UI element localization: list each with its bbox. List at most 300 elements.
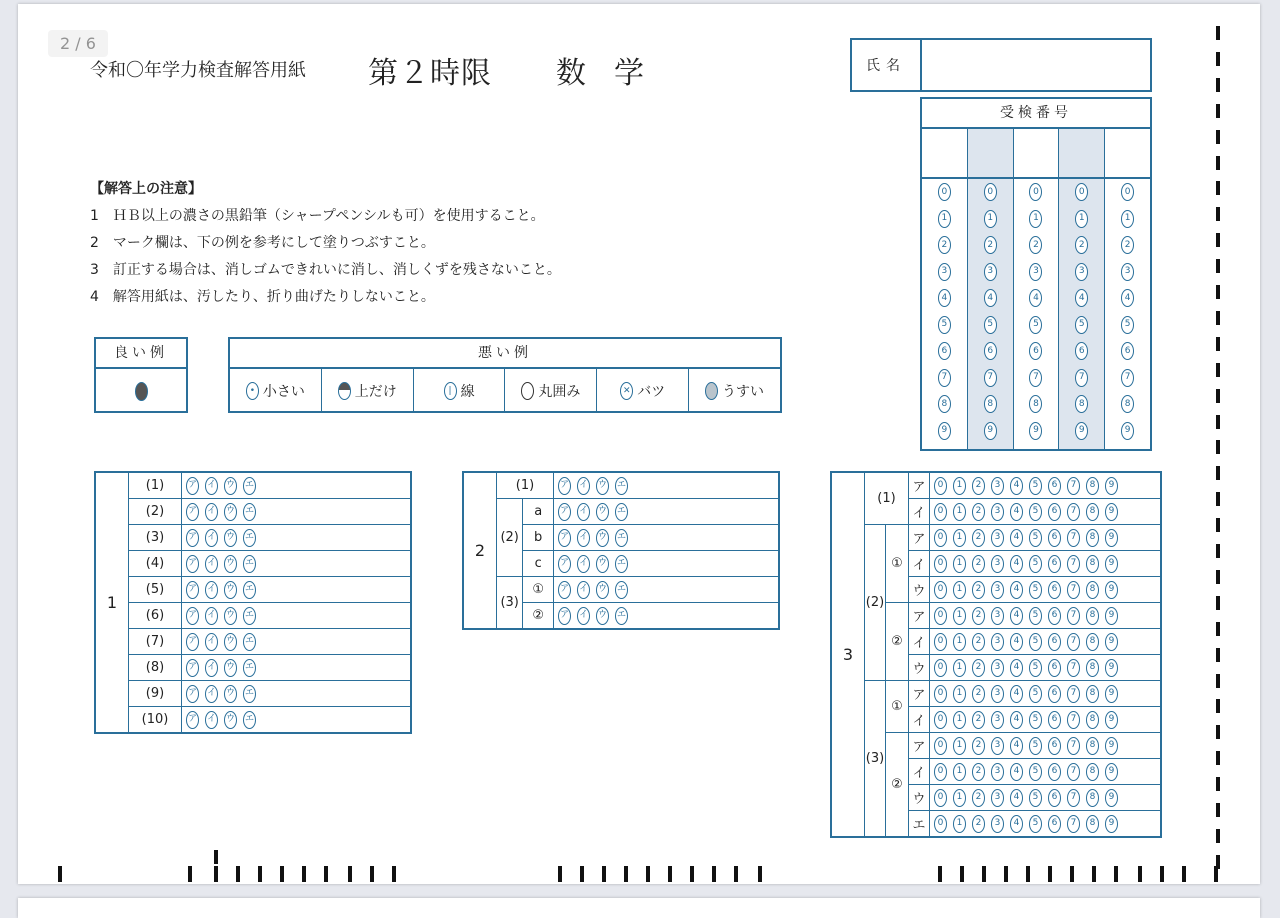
- digit-bubble-4[interactable]: 4: [1010, 633, 1023, 651]
- digit-bubble-6[interactable]: 6: [1048, 737, 1061, 755]
- choice-bubble-2[interactable]: イ: [205, 659, 218, 677]
- choice-bubble-3[interactable]: ウ: [596, 555, 609, 573]
- digit-bubble-1[interactable]: 1: [953, 633, 966, 651]
- choice-bubble-4[interactable]: エ: [243, 555, 256, 573]
- choice-bubble-2[interactable]: イ: [205, 607, 218, 625]
- bad-example-top: 上だけ: [322, 369, 414, 413]
- choice-bubble-2[interactable]: イ: [577, 555, 590, 573]
- timing-mark: [348, 866, 352, 882]
- digit-bubble-9[interactable]: 9: [1105, 607, 1118, 625]
- choice-bubble-2[interactable]: イ: [577, 581, 590, 599]
- choice-bubble-2[interactable]: イ: [205, 633, 218, 651]
- digit-bubble-2[interactable]: 2: [972, 789, 985, 807]
- digit-bubble-7[interactable]: 7: [1067, 477, 1080, 495]
- digit-row-label: ア: [909, 472, 930, 499]
- bad-example-label: 悪い例: [230, 339, 780, 369]
- choice-bubble-4[interactable]: エ: [243, 503, 256, 521]
- digit-bubble-3[interactable]: 3: [984, 263, 997, 281]
- digit-bubble-9[interactable]: 9: [1105, 555, 1118, 573]
- choice-bubble-1[interactable]: ア: [186, 503, 199, 521]
- digit-bubble-7[interactable]: 7: [1067, 633, 1080, 651]
- digit-bubble-6[interactable]: 6: [984, 342, 997, 360]
- choice-bubble-1[interactable]: ア: [558, 529, 571, 547]
- choice-bubble-3[interactable]: ウ: [224, 607, 237, 625]
- digit-bubble-7[interactable]: 7: [984, 369, 997, 387]
- digit-bubble-2[interactable]: 2: [972, 581, 985, 599]
- digit-bubble-7[interactable]: 7: [1067, 503, 1080, 521]
- digit-bubble-0[interactable]: 0: [934, 659, 947, 677]
- choice-bubble-2[interactable]: イ: [577, 529, 590, 547]
- answer-bubbles: [930, 655, 1162, 681]
- digit-bubble-4[interactable]: 4: [1010, 659, 1023, 677]
- choice-bubble-4[interactable]: エ: [243, 581, 256, 599]
- digit-bubble-2[interactable]: 2: [1029, 236, 1042, 254]
- digit-bubble-7[interactable]: 7: [1067, 529, 1080, 547]
- digit-bubble-9[interactable]: 9: [1105, 659, 1118, 677]
- choice-bubble-1[interactable]: ア: [558, 581, 571, 599]
- digit-bubble-1[interactable]: 1: [953, 685, 966, 703]
- digit-bubble-2[interactable]: 2: [972, 529, 985, 547]
- digit-bubble-9[interactable]: 9: [1105, 789, 1118, 807]
- digit-bubble-3[interactable]: 3: [991, 789, 1004, 807]
- digit-bubble-6[interactable]: 6: [1048, 815, 1061, 833]
- digit-bubble-8[interactable]: 8: [1086, 633, 1099, 651]
- answer-bubbles: [930, 577, 1162, 603]
- digit-bubble-6[interactable]: 6: [1048, 763, 1061, 781]
- exam-number-column: [922, 129, 968, 449]
- digit-bubble-5[interactable]: 5: [1029, 789, 1042, 807]
- digit-bubble-8[interactable]: 8: [1086, 503, 1099, 521]
- digit-bubble-6[interactable]: 6: [1048, 711, 1061, 729]
- digit-bubble-2[interactable]: 2: [984, 236, 997, 254]
- digit-bubble-1[interactable]: 1: [953, 815, 966, 833]
- choice-bubble-1[interactable]: ア: [186, 633, 199, 651]
- digit-bubble-6[interactable]: 6: [1048, 633, 1061, 651]
- digit-bubble-7[interactable]: 7: [1067, 581, 1080, 599]
- digit-bubble-4[interactable]: 4: [1010, 763, 1023, 781]
- choice-bubble-3[interactable]: ウ: [596, 503, 609, 521]
- digit-bubble-0[interactable]: 0: [934, 633, 947, 651]
- digit-bubble-1[interactable]: 1: [953, 659, 966, 677]
- digit-bubble-9[interactable]: 9: [1105, 529, 1118, 547]
- digit-bubble-9[interactable]: 9: [1105, 685, 1118, 703]
- timing-mark: [1216, 674, 1220, 688]
- digit-bubble-9[interactable]: 9: [1105, 737, 1118, 755]
- digit-bubble-4[interactable]: 4: [1010, 737, 1023, 755]
- choice-bubble-4[interactable]: エ: [243, 711, 256, 729]
- choice-bubble-2[interactable]: イ: [205, 555, 218, 573]
- digit-bubble-6[interactable]: 6: [1048, 477, 1061, 495]
- digit-bubble-2[interactable]: 2: [972, 685, 985, 703]
- digit-bubble-9[interactable]: 9: [984, 422, 997, 440]
- digit-bubble-2[interactable]: 2: [972, 633, 985, 651]
- timing-mark: [1092, 866, 1096, 882]
- digit-bubble-2[interactable]: 2: [972, 737, 985, 755]
- digit-bubble-9[interactable]: 9: [938, 422, 951, 440]
- digit-bubble-3[interactable]: 3: [991, 763, 1004, 781]
- digit-bubble-9[interactable]: 9: [1105, 711, 1118, 729]
- choice-bubble-4[interactable]: エ: [615, 477, 628, 495]
- digit-bubble-2[interactable]: 2: [972, 607, 985, 625]
- digit-bubble-3[interactable]: 3: [991, 659, 1004, 677]
- digit-bubble-8[interactable]: 8: [1121, 395, 1134, 413]
- choice-bubble-1[interactable]: ア: [186, 607, 199, 625]
- choice-bubble-2[interactable]: イ: [205, 581, 218, 599]
- digit-bubble-4[interactable]: 4: [1010, 555, 1023, 573]
- exam-number-write-cell[interactable]: [922, 129, 967, 179]
- digit-bubble-6[interactable]: 6: [1048, 789, 1061, 807]
- digit-bubble-7[interactable]: 7: [938, 369, 951, 387]
- exam-number-write-cell[interactable]: [1059, 129, 1104, 179]
- digit-bubble-8[interactable]: 8: [1086, 477, 1099, 495]
- digit-bubble-3[interactable]: 3: [1121, 263, 1134, 281]
- digit-bubble-9[interactable]: 9: [1075, 422, 1088, 440]
- digit-bubble-0[interactable]: 0: [934, 815, 947, 833]
- choice-bubble-1[interactable]: ア: [186, 529, 199, 547]
- digit-bubble-5[interactable]: 5: [984, 316, 997, 334]
- choice-bubble-3[interactable]: ウ: [224, 555, 237, 573]
- digit-bubble-8[interactable]: 8: [1086, 737, 1099, 755]
- answer-bubbles: [930, 499, 1162, 525]
- choice-bubble-4[interactable]: エ: [243, 633, 256, 651]
- digit-bubble-3[interactable]: 3: [991, 711, 1004, 729]
- choice-bubble-3[interactable]: ウ: [224, 529, 237, 547]
- digit-bubble-7[interactable]: 7: [1121, 369, 1134, 387]
- choice-bubble-3[interactable]: ウ: [224, 659, 237, 677]
- digit-bubble-0[interactable]: 0: [934, 711, 947, 729]
- page-counter: 2 / 6: [48, 30, 108, 57]
- digit-bubble-7[interactable]: 7: [1075, 369, 1088, 387]
- digit-bubble-5[interactable]: 5: [1029, 711, 1042, 729]
- question-label: (3): [129, 525, 182, 551]
- choice-bubble-1[interactable]: ア: [186, 477, 199, 495]
- digit-bubble-5[interactable]: 5: [1029, 607, 1042, 625]
- digit-bubble-2[interactable]: 2: [972, 763, 985, 781]
- timing-mark: [1216, 544, 1220, 558]
- name-input-area[interactable]: [922, 40, 1150, 90]
- period-title: 第２時限: [368, 56, 492, 91]
- digit-bubble-3[interactable]: 3: [991, 607, 1004, 625]
- digit-bubble-6[interactable]: 6: [1048, 555, 1061, 573]
- digit-bubble-2[interactable]: 2: [972, 815, 985, 833]
- digit-bubble-6[interactable]: 6: [1048, 659, 1061, 677]
- choice-bubble-3[interactable]: ウ: [224, 581, 237, 599]
- digit-bubble-5[interactable]: 5: [1121, 316, 1134, 334]
- digit-bubble-2[interactable]: 2: [972, 503, 985, 521]
- digit-bubble-8[interactable]: 8: [1086, 607, 1099, 625]
- bad-example-line: | 線: [414, 369, 506, 413]
- choice-bubble-4[interactable]: エ: [615, 555, 628, 573]
- timing-mark: [1216, 259, 1220, 273]
- choice-bubble-4[interactable]: エ: [615, 581, 628, 599]
- digit-bubble-0[interactable]: 0: [1121, 183, 1134, 201]
- choice-bubble-1[interactable]: ア: [558, 503, 571, 521]
- digit-bubble-3[interactable]: 3: [991, 737, 1004, 755]
- digit-bubble-6[interactable]: 6: [1048, 503, 1061, 521]
- choice-bubble-2[interactable]: イ: [205, 503, 218, 521]
- digit-bubble-0[interactable]: 0: [934, 685, 947, 703]
- digit-bubble-2[interactable]: 2: [1121, 236, 1134, 254]
- digit-bubble-0[interactable]: 0: [984, 183, 997, 201]
- choice-bubble-3[interactable]: ウ: [224, 503, 237, 521]
- digit-bubble-4[interactable]: 4: [984, 289, 997, 307]
- digit-bubble-0[interactable]: 0: [1075, 183, 1088, 201]
- answer-bubbles: [930, 733, 1162, 759]
- question-label: (10): [129, 707, 182, 734]
- digit-bubble-4[interactable]: 4: [938, 289, 951, 307]
- choice-bubble-4[interactable]: エ: [615, 503, 628, 521]
- answer-bubbles: [930, 759, 1162, 785]
- digit-bubble-3[interactable]: 3: [991, 685, 1004, 703]
- exam-number-write-cell[interactable]: [1105, 129, 1150, 179]
- choice-bubble-4[interactable]: エ: [243, 685, 256, 703]
- digit-bubble-1[interactable]: 1: [1029, 210, 1042, 228]
- digit-bubble-9[interactable]: 9: [1105, 581, 1118, 599]
- digit-bubble-2[interactable]: 2: [972, 659, 985, 677]
- digit-bubble-5[interactable]: 5: [938, 316, 951, 334]
- digit-bubble-0[interactable]: 0: [934, 529, 947, 547]
- timing-mark: [602, 866, 606, 882]
- digit-bubble-8[interactable]: 8: [938, 395, 951, 413]
- choice-bubble-4[interactable]: エ: [243, 477, 256, 495]
- choice-bubble-3[interactable]: ウ: [224, 711, 237, 729]
- digit-bubble-7[interactable]: 7: [1067, 659, 1080, 677]
- choice-bubble-3[interactable]: ウ: [224, 477, 237, 495]
- digit-bubble-0[interactable]: 0: [934, 555, 947, 573]
- choice-bubble-3[interactable]: ウ: [596, 581, 609, 599]
- digit-bubble-2[interactable]: 2: [972, 555, 985, 573]
- timing-mark: [1216, 337, 1220, 351]
- choice-bubble-3[interactable]: ウ: [596, 477, 609, 495]
- digit-bubble-6[interactable]: 6: [1048, 529, 1061, 547]
- digit-bubble-5[interactable]: 5: [1029, 555, 1042, 573]
- digit-bubble-9[interactable]: 9: [1105, 633, 1118, 651]
- digit-bubble-6[interactable]: 6: [1048, 607, 1061, 625]
- digit-bubble-1[interactable]: 1: [953, 711, 966, 729]
- choice-bubble-4[interactable]: エ: [243, 529, 256, 547]
- digit-bubble-9[interactable]: 9: [1121, 422, 1134, 440]
- digit-bubble-1[interactable]: 1: [1075, 210, 1088, 228]
- digit-bubble-0[interactable]: 0: [934, 737, 947, 755]
- timing-mark: [1216, 492, 1220, 506]
- digit-bubble-7[interactable]: 7: [1067, 711, 1080, 729]
- digit-bubble-9[interactable]: 9: [1105, 815, 1118, 833]
- digit-bubble-1[interactable]: 1: [953, 555, 966, 573]
- digit-bubble-8[interactable]: 8: [1086, 815, 1099, 833]
- digit-bubble-4[interactable]: 4: [1075, 289, 1088, 307]
- question-label: (2): [865, 525, 886, 681]
- digit-bubble-0[interactable]: 0: [934, 789, 947, 807]
- digit-bubble-8[interactable]: 8: [1086, 789, 1099, 807]
- choice-bubble-1[interactable]: ア: [186, 685, 199, 703]
- exam-number-write-cell[interactable]: [968, 129, 1013, 179]
- choice-bubble-1[interactable]: ア: [558, 555, 571, 573]
- digit-bubble-4[interactable]: 4: [1121, 289, 1134, 307]
- digit-bubble-3[interactable]: 3: [1075, 263, 1088, 281]
- digit-bubble-2[interactable]: 2: [938, 236, 951, 254]
- digit-bubble-6[interactable]: 6: [1075, 342, 1088, 360]
- choice-bubble-4[interactable]: エ: [243, 659, 256, 677]
- answer-bubbles: [554, 577, 780, 603]
- digit-bubble-6[interactable]: 6: [1029, 342, 1042, 360]
- digit-bubble-9[interactable]: 9: [1105, 477, 1118, 495]
- choice-bubble-4[interactable]: エ: [615, 607, 628, 625]
- choice-bubble-1[interactable]: ア: [186, 555, 199, 573]
- digit-bubble-9[interactable]: 9: [1105, 763, 1118, 781]
- choice-bubble-1[interactable]: ア: [186, 659, 199, 677]
- digit-bubble-8[interactable]: 8: [1086, 581, 1099, 599]
- digit-bubble-3[interactable]: 3: [991, 555, 1004, 573]
- digit-bubble-8[interactable]: 8: [984, 395, 997, 413]
- choice-bubble-2[interactable]: イ: [577, 477, 590, 495]
- digit-bubble-4[interactable]: 4: [1010, 789, 1023, 807]
- digit-bubble-5[interactable]: 5: [1029, 737, 1042, 755]
- choice-bubble-3[interactable]: ウ: [596, 607, 609, 625]
- digit-bubble-5[interactable]: 5: [1075, 316, 1088, 334]
- choice-bubble-3[interactable]: ウ: [224, 685, 237, 703]
- digit-bubble-3[interactable]: 3: [991, 503, 1004, 521]
- sub-question-label: ①: [886, 525, 909, 603]
- digit-bubble-7[interactable]: 7: [1029, 369, 1042, 387]
- digit-bubble-1[interactable]: 1: [953, 477, 966, 495]
- answer-bubbles: [182, 551, 412, 577]
- digit-bubble-0[interactable]: 0: [1029, 183, 1042, 201]
- choice-bubble-3[interactable]: ウ: [596, 529, 609, 547]
- timing-mark: [1160, 866, 1164, 882]
- digit-bubble-6[interactable]: 6: [1048, 685, 1061, 703]
- digit-bubble-4[interactable]: 4: [1010, 581, 1023, 599]
- table-row: [95, 655, 411, 681]
- digit-bubble-8[interactable]: 8: [1075, 395, 1088, 413]
- digit-bubble-8[interactable]: 8: [1086, 555, 1099, 573]
- digit-bubble-5[interactable]: 5: [1029, 763, 1042, 781]
- digit-bubble-8[interactable]: 8: [1086, 711, 1099, 729]
- digit-bubble-2[interactable]: 2: [972, 477, 985, 495]
- choice-bubble-4[interactable]: エ: [615, 529, 628, 547]
- digit-bubble-1[interactable]: 1: [984, 210, 997, 228]
- choice-bubble-1[interactable]: ア: [558, 607, 571, 625]
- choice-bubble-1[interactable]: ア: [558, 477, 571, 495]
- digit-bubble-0[interactable]: 0: [934, 581, 947, 599]
- digit-bubble-7[interactable]: 7: [1067, 815, 1080, 833]
- digit-bubble-1[interactable]: 1: [953, 607, 966, 625]
- choice-bubble-1[interactable]: ア: [186, 581, 199, 599]
- digit-bubble-0[interactable]: 0: [934, 477, 947, 495]
- timing-mark: [1216, 78, 1220, 92]
- digit-bubble-7[interactable]: 7: [1067, 555, 1080, 573]
- exam-number-grid: [920, 97, 1152, 451]
- digit-bubble-2[interactable]: 2: [972, 711, 985, 729]
- digit-bubble-4[interactable]: 4: [1010, 607, 1023, 625]
- digit-bubble-6[interactable]: 6: [938, 342, 951, 360]
- digit-bubble-7[interactable]: 7: [1067, 789, 1080, 807]
- choice-bubble-4[interactable]: エ: [243, 607, 256, 625]
- digit-bubble-4[interactable]: 4: [1029, 289, 1042, 307]
- digit-bubble-3[interactable]: 3: [991, 633, 1004, 651]
- digit-bubble-8[interactable]: 8: [1086, 659, 1099, 677]
- cross-bubble-icon: ✕: [620, 382, 633, 400]
- table-row: [95, 551, 411, 577]
- digit-bubble-5[interactable]: 5: [1029, 685, 1042, 703]
- digit-bubble-3[interactable]: 3: [991, 477, 1004, 495]
- digit-bubble-4[interactable]: 4: [1010, 711, 1023, 729]
- digit-bubble-7[interactable]: 7: [1067, 685, 1080, 703]
- choice-bubble-2[interactable]: イ: [205, 477, 218, 495]
- choice-bubble-3[interactable]: ウ: [224, 633, 237, 651]
- digit-bubble-0[interactable]: 0: [938, 183, 951, 201]
- digit-bubble-1[interactable]: 1: [938, 210, 951, 228]
- digit-bubble-5[interactable]: 5: [1029, 633, 1042, 651]
- digit-bubble-4[interactable]: 4: [1010, 477, 1023, 495]
- choice-bubble-2[interactable]: イ: [205, 685, 218, 703]
- digit-bubble-7[interactable]: 7: [1067, 737, 1080, 755]
- choice-bubble-2[interactable]: イ: [577, 503, 590, 521]
- digit-bubble-0[interactable]: 0: [934, 763, 947, 781]
- digit-bubble-5[interactable]: 5: [1029, 659, 1042, 677]
- name-field[interactable]: [850, 38, 1152, 92]
- digit-bubble-2[interactable]: 2: [1075, 236, 1088, 254]
- digit-bubble-8[interactable]: 8: [1086, 685, 1099, 703]
- digit-bubble-5[interactable]: 5: [1029, 815, 1042, 833]
- digit-bubble-1[interactable]: 1: [953, 737, 966, 755]
- digit-bubble-5[interactable]: 5: [1029, 503, 1042, 521]
- digit-bubble-6[interactable]: 6: [1048, 581, 1061, 599]
- digit-bubble-1[interactable]: 1: [953, 581, 966, 599]
- digit-bubble-8[interactable]: 8: [1086, 763, 1099, 781]
- digit-bubble-1[interactable]: 1: [953, 789, 966, 807]
- digit-bubble-0[interactable]: 0: [934, 607, 947, 625]
- bad-example-circle: 丸囲み: [505, 369, 597, 413]
- digit-bubble-8[interactable]: 8: [1029, 395, 1042, 413]
- digit-bubble-9[interactable]: 9: [1105, 503, 1118, 521]
- digit-bubble-1[interactable]: 1: [953, 529, 966, 547]
- digit-bubble-3[interactable]: 3: [1029, 263, 1042, 281]
- digit-bubble-3[interactable]: 3: [991, 815, 1004, 833]
- choice-bubble-1[interactable]: ア: [186, 711, 199, 729]
- digit-bubble-4[interactable]: 4: [1010, 685, 1023, 703]
- digit-bubble-5[interactable]: 5: [1029, 529, 1042, 547]
- digit-bubble-3[interactable]: 3: [938, 263, 951, 281]
- digit-bubble-0[interactable]: 0: [934, 503, 947, 521]
- digit-bubble-7[interactable]: 7: [1067, 763, 1080, 781]
- digit-bubble-3[interactable]: 3: [991, 581, 1004, 599]
- exam-number-write-cell[interactable]: [1014, 129, 1059, 179]
- question-label: (3): [497, 577, 523, 630]
- digit-bubble-9[interactable]: 9: [1029, 422, 1042, 440]
- choice-bubble-2[interactable]: イ: [205, 711, 218, 729]
- digit-bubble-8[interactable]: 8: [1086, 529, 1099, 547]
- digit-bubble-5[interactable]: 5: [1029, 581, 1042, 599]
- digit-bubble-4[interactable]: 4: [1010, 503, 1023, 521]
- digit-bubble-7[interactable]: 7: [1067, 607, 1080, 625]
- digit-row-label: イ: [909, 499, 930, 525]
- digit-bubble-3[interactable]: 3: [991, 529, 1004, 547]
- digit-bubble-6[interactable]: 6: [1121, 342, 1134, 360]
- digit-bubble-5[interactable]: 5: [1029, 316, 1042, 334]
- table-row: [95, 472, 411, 499]
- digit-bubble-1[interactable]: 1: [1121, 210, 1134, 228]
- timing-mark: [1216, 156, 1220, 170]
- digit-bubble-4[interactable]: 4: [1010, 815, 1023, 833]
- digit-bubble-5[interactable]: 5: [1029, 477, 1042, 495]
- choice-bubble-2[interactable]: イ: [205, 529, 218, 547]
- timing-mark: [1216, 829, 1220, 843]
- digit-bubble-1[interactable]: 1: [953, 763, 966, 781]
- exam-number-column: [1059, 129, 1105, 449]
- digit-bubble-1[interactable]: 1: [953, 503, 966, 521]
- digit-bubble-4[interactable]: 4: [1010, 529, 1023, 547]
- choice-bubble-2[interactable]: イ: [577, 607, 590, 625]
